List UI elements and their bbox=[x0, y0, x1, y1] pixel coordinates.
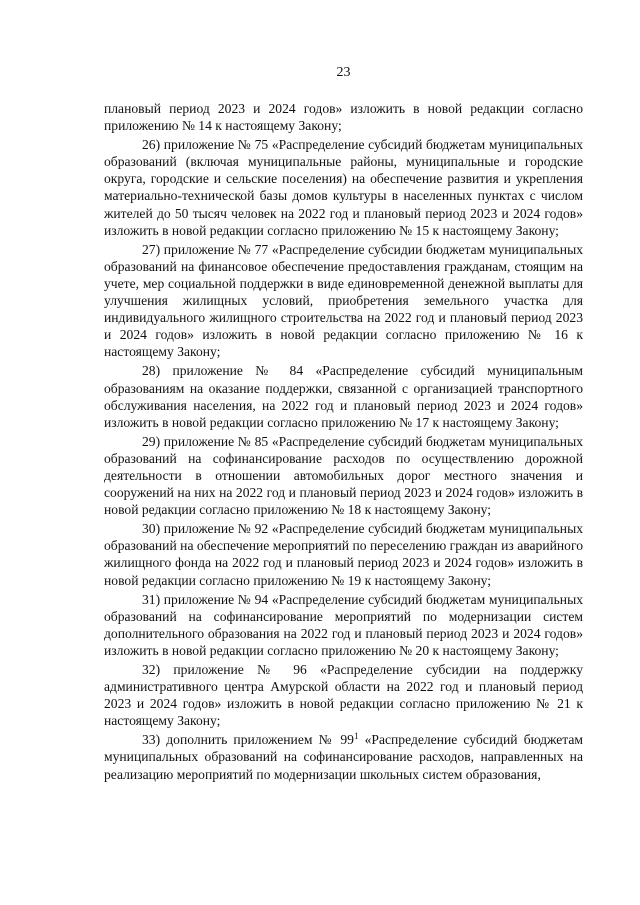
page-number: 23 bbox=[336, 65, 351, 80]
document-body bbox=[104, 100, 583, 783]
paragraph-item-33-rest: «Распределение субсидий бюджетам муниципальных образований на софинансирование расходов, направленных на реализацию мероприятий по модернизации школьных систем образования, bbox=[104, 732, 583, 782]
paragraph-item-32: 32) приложение № 96 «Распределение субсидии на поддержку административного центра Амурской области на 2022 год и плановый период 2023 и 2024 годов» изложить в новой редакции согласно приложению № 21 к настоящему Закону; bbox=[104, 662, 583, 729]
paragraph-item-27: 27) приложение № 77 «Распределение субсидии бюджетам муниципальных образований на финансовое обеспечение предоставления гражданам, стоящим на учете, мер социальной поддержки в виде единовременной денежной выплаты для улучшения жилищных условий, приобретения земельного участка для индивидуального жилищного строительства на 2022 год и плановый период 2023 и 2024 годов» изложить в новой редакции согласно приложению № 16 к настоящему Закону; bbox=[104, 241, 583, 360]
paragraph-item-31: 31) приложение № 94 «Распределение субсидий бюджетам муниципальных образований на софинансирование мероприятий по модернизации систем дополнительного образования на 2022 год и плановый период 2023 и 2024 годов» изложить в новой редакции согласно приложению № 20 к настоящему Закону; bbox=[104, 591, 583, 658]
paragraph-continuation: плановый период 2023 и 2024 годов» изложить в новой редакции согласно приложению № 14 к настоящему Закону; bbox=[104, 101, 583, 134]
paragraph-item-33 bbox=[104, 731, 583, 782]
superscript-index: 1 bbox=[353, 731, 359, 742]
paragraph-item-26: 26) приложение № 75 «Распределение субсидий бюджетам муниципальных образований (включая муниципальные районы, муниципальные и городские округа, городские и сельские поселения) на обеспечение развития и укрепления материально-технической базы домов культуры в населенных пунктах с числом жителей до 50 тысяч человек на 2022 год и плановый период 2023 и 2024 годов» изложить в новой редакции согласно приложению № 15 к настоящему Закону; bbox=[104, 137, 583, 238]
paragraph-item-29: 29) приложение № 85 «Распределение субсидий бюджетам муниципальных образований на софинансирование расходов по осуществлению дорожной деятельности в отношении автомобильных дорог местного значения и сооружений на них на 2022 год и плановый период 2023 и 2024 годов» изложить в новой редакции согласно приложению № 18 к настоящему Закону; bbox=[104, 433, 583, 518]
paragraph-item-30: 30) приложение № 92 «Распределение субсидий бюджетам муниципальных образований на обеспечение мероприятий по переселению граждан из аварийного жилищного фонда на 2022 год и плановый период 2023 и 2024 годов» изложить в новой редакции согласно приложению № 19 к настоящему Закону; bbox=[104, 521, 583, 588]
paragraph-item-28: 28) приложение № 84 «Распределение субсидий муниципальным образованиям на оказание поддержки, связанной с организацией транспортного обслуживания населения, на 2022 год и плановый период 2023 и 2024 годов» изложить в новой редакции согласно приложению № 17 к настоящему Закону; bbox=[104, 363, 583, 430]
paragraph-item-33-start: 33) дополнить приложением № 99 bbox=[142, 732, 354, 748]
